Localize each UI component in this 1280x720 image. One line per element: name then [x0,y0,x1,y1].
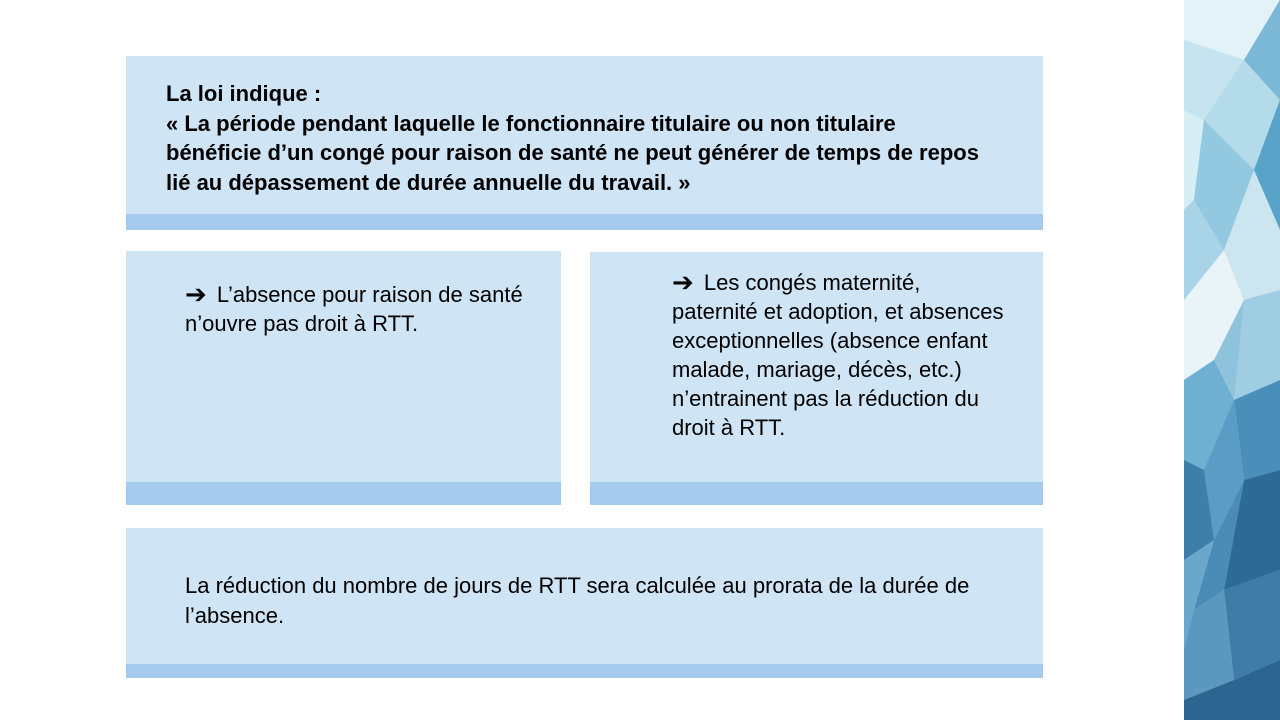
polygon-decoration [1184,0,1280,720]
law-quote-content [166,79,986,197]
law-box-band [126,214,1043,230]
other-leave-box [590,252,1043,505]
other-leave-content [672,268,1012,442]
arrow-right-icon: ➔ [185,279,207,309]
rtt-reduction-box-band [126,664,1043,678]
rtt-reduction-box [126,528,1043,678]
other-leave-box-band [590,482,1043,505]
sick-leave-text: L’absence pour raison de santé n’ouvre pas droit à RTT. [185,282,523,336]
law-heading: La loi indique : [166,81,322,106]
sick-leave-content [185,280,525,338]
other-leave-text: Les congés maternité, paternité et adoption, et absences exceptionnelles (absence enfant malade, mariage, décès, etc.) n’entrainent pas la réduction du droit à RTT. [672,270,1004,440]
rtt-reduction-text: La réduction du nombre de jours de RTT sera calculée au prorata de la durée de l’absence. [185,573,970,628]
arrow-right-icon: ➔ [672,267,694,297]
sick-leave-box [126,251,561,505]
law-quote-box [126,56,1043,230]
sick-leave-box-band [126,482,561,505]
law-quote-text: « La période pendant laquelle le fonctionnaire titulaire ou non titulaire bénéficie d’un congé pour raison de santé ne peut générer de temps de repos lié au dépassement de durée annuelle du travail. » [166,110,979,195]
